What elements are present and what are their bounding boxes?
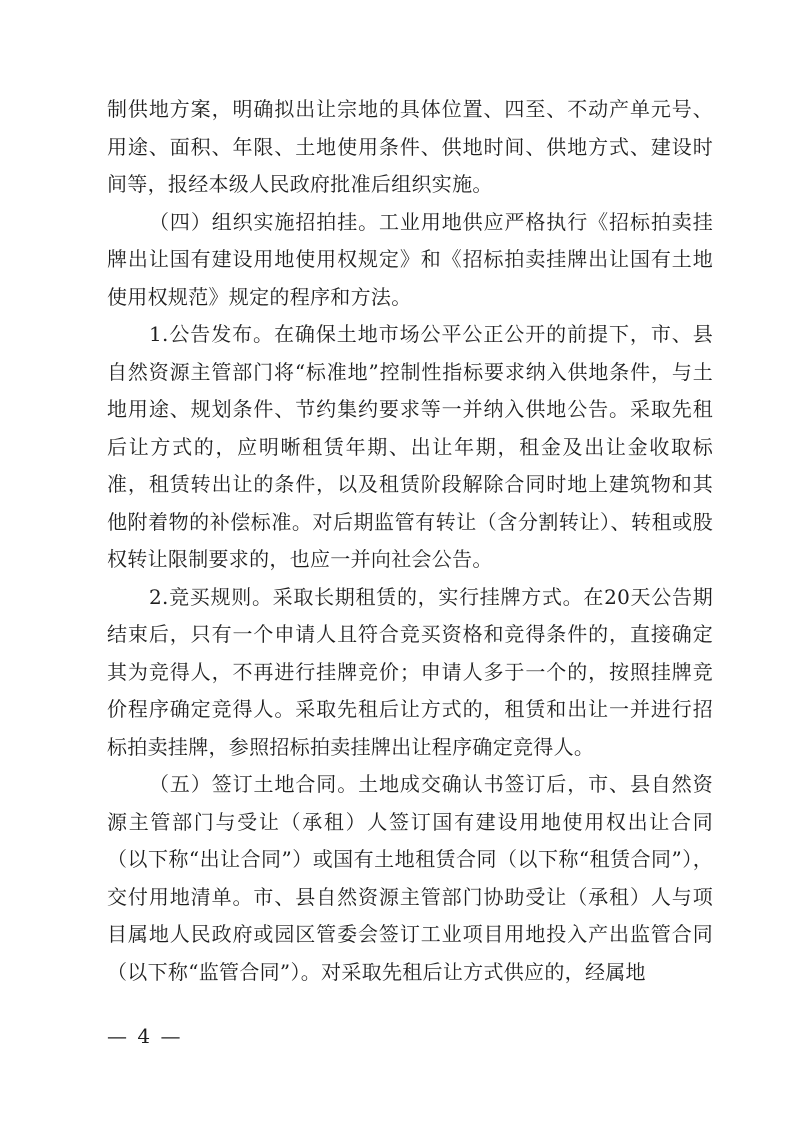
paragraph-5: （五）签订土地合同。土地成交确认书签订后，市、县自然资源主管部门与受让（承租）人签订国有建设用地使用权出让合同（以下称“出让合同”）或国有土地租赁合同（以下称“租赁合同”），交付用地清单。市、县自然资源主管部门协助受让（承租）人与项目属地人民政府或园区管委会签订工业项目用地投入产出监管合同（以下称“监管合同”）。对采取先租后让方式供应的，经属地 bbox=[107, 772, 713, 984]
paragraph-2: （四）组织实施招拍挂。工业用地供应严格执行《招标拍卖挂牌出让国有建设用地使用权规定》和《招标拍卖挂牌出让国有土地使用权规范》规定的程序和方法。 bbox=[107, 209, 713, 309]
paragraph-3: 1.公告发布。在确保土地市场公平公正公开的前提下，市、县自然资源主管部门将“标准地”控制性指标要求纳入供地条件，与土地用途、规划条件、节约集约要求等一并纳入供地公告。采取先租后让方式的，应明晰租赁年期、出让年期，租金及出让金收取标准，租赁转出让的条件，以及租赁阶段解除合同时地上建筑物和其他附着物的补偿标准。对后期监管有转让（含分割转让）、转租或股权转让限制要求的，也应一并向社会公告。 bbox=[107, 322, 713, 571]
document-body bbox=[107, 91, 713, 991]
page-number: — 4 — bbox=[107, 1024, 183, 1048]
paragraph-4: 2.竞买规则。采取长期租赁的，实行挂牌方式。在20天公告期结束后，只有一个申请人且符合竞买资格和竞得条件的，直接确定其为竞得人，不再进行挂牌竞价；申请人多于一个的，按照挂牌竞价程序确定竞得人。采取先租后让方式的，租赁和出让一并进行招标拍卖挂牌，参照招标拍卖挂牌出让程序确定竞得人。 bbox=[107, 584, 713, 759]
paragraph-1: 制供地方案，明确拟出让宗地的具体位置、四至、不动产单元号、用途、面积、年限、土地使用条件、供地时间、供地方式、建设时间等，报经本级人民政府批准后组织实施。 bbox=[107, 97, 713, 196]
